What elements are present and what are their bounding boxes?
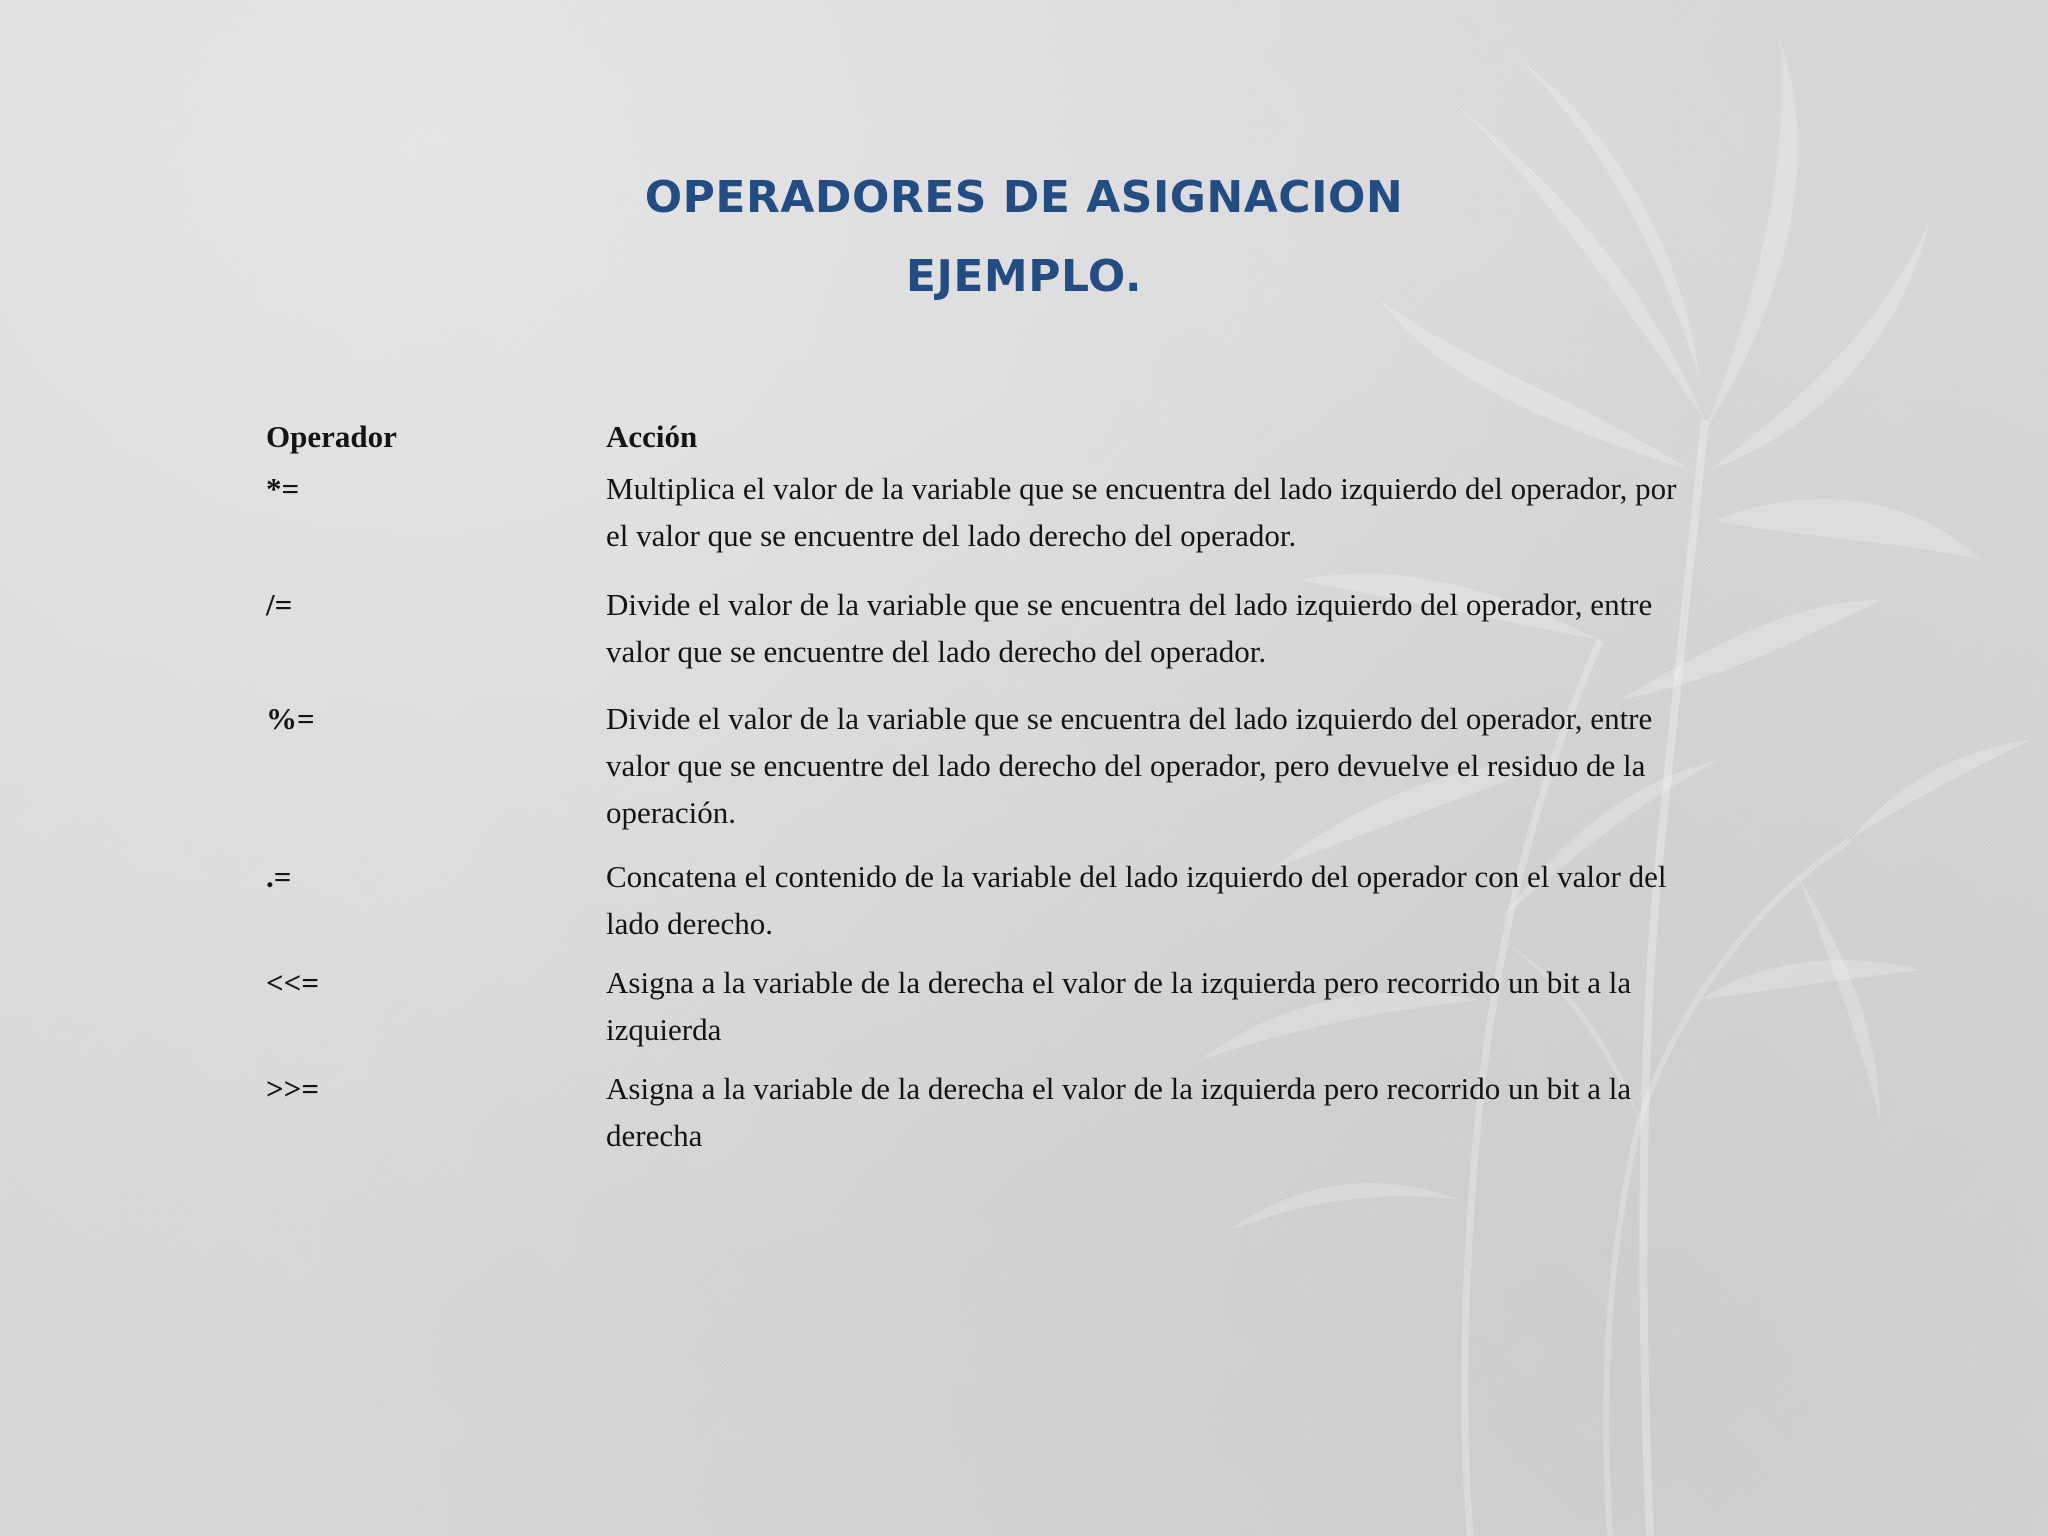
table-row	[266, 465, 1706, 581]
action-cell: Asigna a la variable de la derecha el valor de la izquierda pero recorrido un bit a la izquierda	[606, 965, 1632, 1047]
operator-cell: *=	[266, 471, 300, 506]
table-header-row	[266, 413, 1706, 465]
action-cell: Divide el valor de la variable que se encuentra del lado izquierdo del operador, entre valor que se encuentre del lado derecho del operador, pero devuelve el residuo de la operación.	[606, 701, 1653, 830]
action-cell: Divide el valor de la variable que se encuentra del lado izquierdo del operador, entre valor que se encuentre del lado derecho del operador.	[606, 587, 1653, 669]
header-operator: Operador	[266, 419, 397, 454]
table-row	[266, 581, 1706, 695]
operator-cell: <<=	[266, 965, 319, 1000]
operator-cell: /=	[266, 587, 293, 622]
action-cell: Multiplica el valor de la variable que se encuentra del lado izquierdo del operador, por el valor que se encuentre del lado derecho del operador.	[606, 471, 1677, 553]
slide-title: OPERADORES DE ASIGNACION	[644, 172, 1404, 223]
table-row	[266, 695, 1706, 853]
operator-cell: .=	[266, 859, 292, 894]
header-action: Acción	[606, 419, 698, 454]
action-cell: Asigna a la variable de la derecha el valor de la izquierda pero recorrido un bit a la derecha	[606, 1071, 1632, 1153]
table-row	[266, 1065, 1706, 1165]
operators-table	[266, 413, 1706, 1165]
table-row	[266, 853, 1706, 959]
action-cell: Concatena el contenido de la variable del lado izquierdo del operador con el valor del lado derecho.	[606, 859, 1667, 941]
operator-cell: %=	[266, 701, 315, 736]
table-row	[266, 959, 1706, 1065]
operator-cell: >>=	[266, 1071, 319, 1106]
slide-subtitle: EJEMPLO.	[905, 251, 1143, 302]
